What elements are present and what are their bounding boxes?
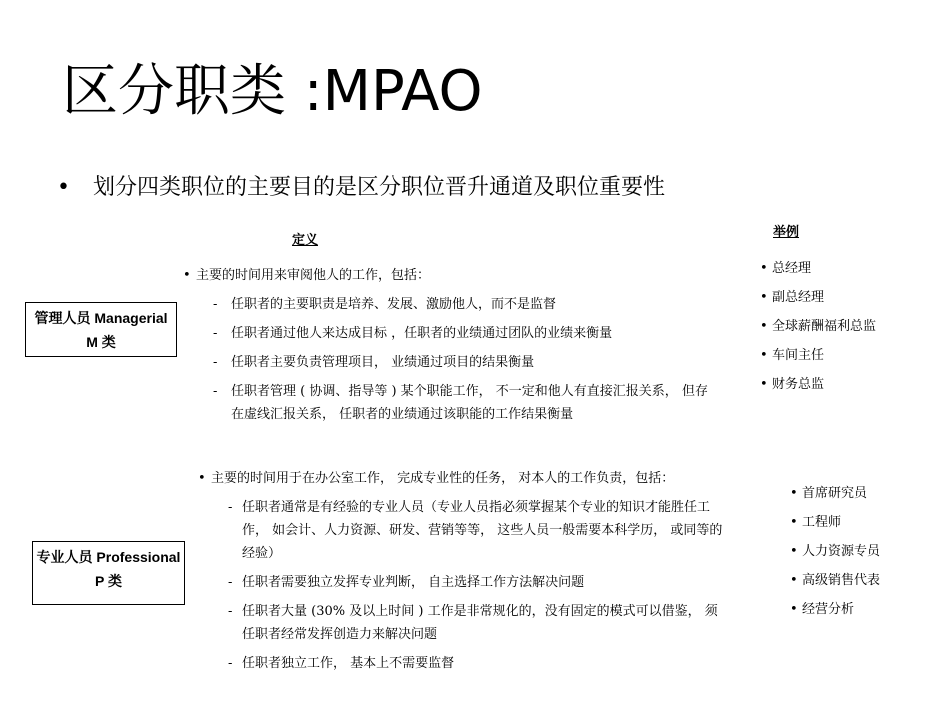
- category-box-managerial: [25, 302, 177, 357]
- example-item: • 全球薪酬福利总监: [760, 319, 877, 334]
- definition-main: • 主要的时间用于在办公室工作， 完成专业性的任务， 对本人的工作负责，包括：: [198, 471, 675, 486]
- detail-item: - 任职者管理 ( 协调、指导等 ) 某个职能工作， 不一定和他人有直接汇报关系， 但存在虚线汇报关系， 任职者的业绩通过该职能的工作结果衡量: [213, 384, 708, 422]
- definition-managerial: [183, 264, 708, 426]
- definition-header: 定义: [292, 233, 319, 248]
- examples-header: 举例: [773, 225, 800, 240]
- example-item: • 车间主任: [760, 348, 825, 363]
- examples-professional: [790, 479, 880, 624]
- category-box-professional: [32, 541, 185, 605]
- example-item: • 高级销售代表: [790, 573, 881, 588]
- detail-item: - 任职者需要独立发挥专业判断， 自主选择工作方法解决问题: [228, 575, 585, 590]
- category-name: 管理人员 Managerial: [34, 310, 168, 326]
- example-item: • 人力资源专员: [790, 544, 881, 559]
- detail-item: - 任职者通常是有经验的专业人员（专业人员指必须掌握某个专业的知识才能胜任工作， 如会计、人力资源、研发、营销等等， 这些人员一般需要本科学历， 或同等的经验）: [228, 500, 723, 561]
- definition-details: [213, 293, 708, 426]
- detail-item: - 任职者通过他人来达成目标 ，任职者的业绩通过团队的业绩来衡量: [213, 326, 613, 341]
- page-title: 区分职类 :MPAO: [62, 59, 483, 124]
- example-item: • 经营分析: [790, 602, 855, 617]
- definition-main: • 主要的时间用来审阅他人的工作，包括：: [183, 268, 431, 283]
- subtitle-text: 划分四类职位的主要目的是区分职位晋升通道及职位重要性: [93, 175, 666, 200]
- detail-item: - 任职者的主要职责是培养、发展、激励他人，而不是监督: [213, 297, 557, 312]
- detail-item: - 任职者独立工作， 基本上不需要监督: [228, 656, 455, 671]
- subtitle-bullet: •: [57, 175, 70, 200]
- detail-item: - 任职者大量 (30% 及以上时间 ) 工作是非常规化的，没有固定的模式可以借鉴， 须任职者经常发挥创造力来解决问题: [228, 604, 718, 642]
- examples-managerial: [760, 254, 876, 399]
- definition-professional: [198, 467, 723, 675]
- subtitle: [57, 172, 665, 204]
- category-code: M 类: [86, 334, 116, 350]
- example-item: • 首席研究员: [790, 486, 868, 501]
- category-name: 专业人员 Professional: [36, 549, 181, 565]
- example-item: • 财务总监: [760, 377, 825, 392]
- definition-details: [228, 496, 723, 675]
- detail-item: - 任职者主要负责管理项目， 业绩通过项目的结果衡量: [213, 355, 535, 370]
- example-item: • 副总经理: [760, 290, 825, 305]
- example-item: • 总经理: [760, 261, 812, 276]
- example-item: • 工程师: [790, 515, 842, 530]
- category-code: P 类: [95, 573, 122, 589]
